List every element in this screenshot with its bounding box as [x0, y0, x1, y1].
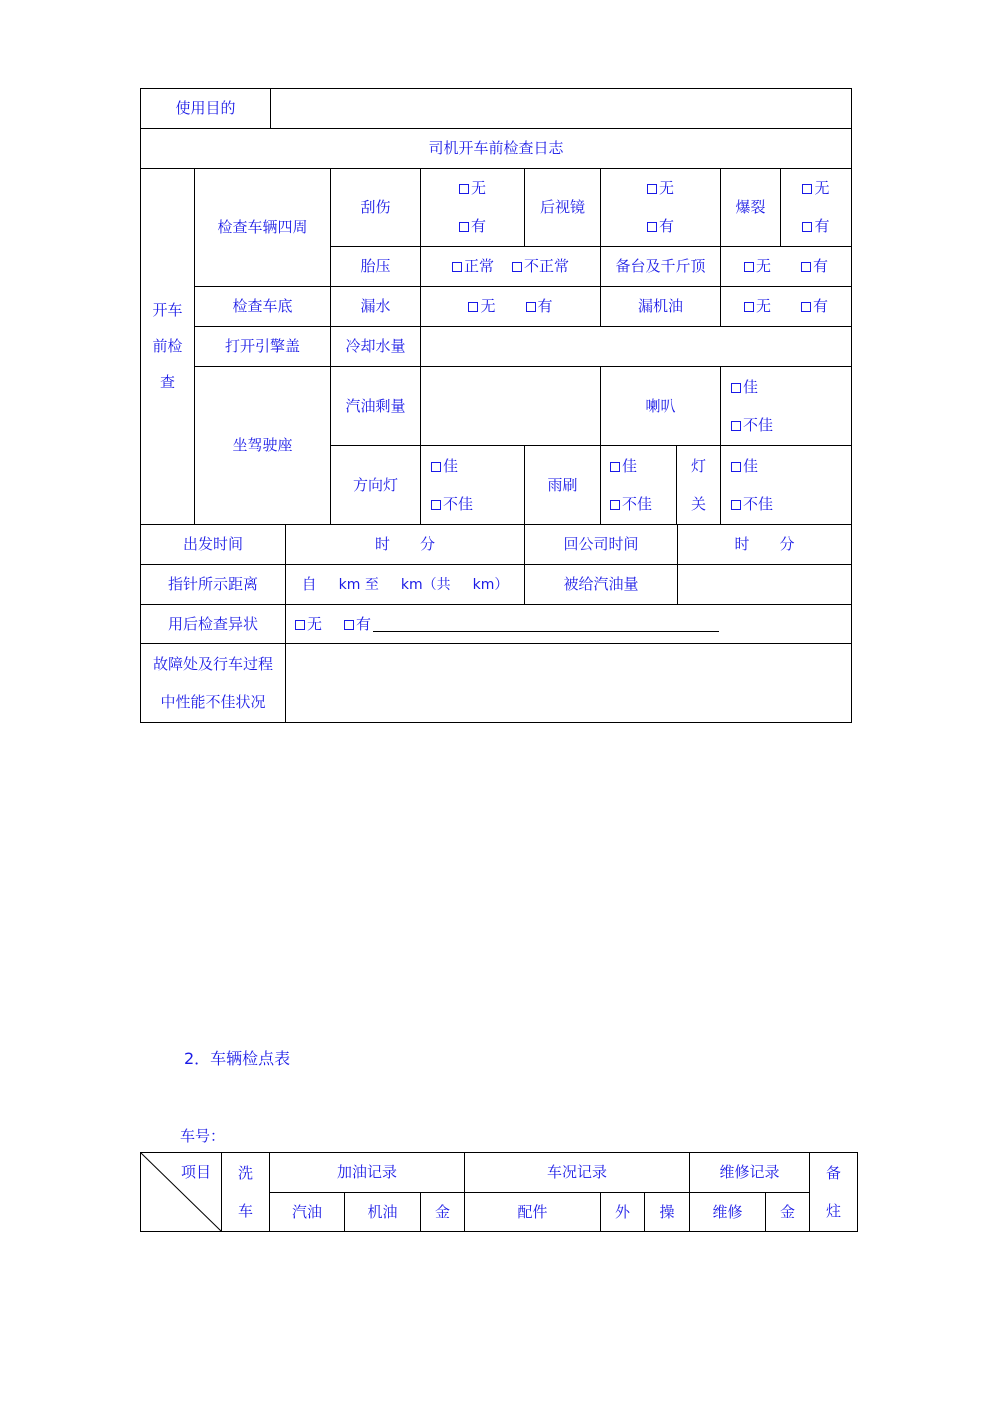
- spare-have-checkbox[interactable]: 有: [801, 259, 828, 274]
- grid-line: [851, 88, 852, 723]
- spare-jack-label: 备台及千斤顶: [615, 257, 706, 275]
- checkbox-icon: [731, 500, 741, 510]
- repair-amount-header: 金: [779, 1202, 795, 1221]
- label-line: 查: [159, 373, 175, 391]
- fuel-remaining-label: 汽油剩量: [345, 396, 406, 415]
- after-use-detail-line[interactable]: [373, 617, 719, 632]
- tire-pressure-options: [421, 247, 600, 286]
- fuel-given-label: 被给汽油量: [563, 575, 639, 593]
- open-hood-label: 打开引擎盖: [224, 337, 300, 355]
- gasoline-header: 汽油: [291, 1202, 322, 1221]
- checkbox-icon: [610, 462, 620, 472]
- grid-line: [857, 1152, 858, 1232]
- exterior-header: 外: [614, 1202, 630, 1221]
- return-time-field[interactable]: [678, 525, 851, 564]
- scratch-options: [421, 169, 524, 246]
- checkbox-icon: [468, 302, 478, 312]
- depart-time-label: 出发时间: [182, 535, 243, 553]
- water-leak-label: 漏水: [360, 297, 391, 315]
- water-leak-none-checkbox[interactable]: 无: [468, 299, 495, 314]
- purpose-label: 使用目的: [175, 99, 236, 117]
- burst-label: 爆裂: [735, 198, 766, 216]
- grid-line: [720, 445, 721, 524]
- checkbox-icon: [526, 302, 536, 312]
- water-leak-options: [421, 287, 600, 326]
- pre-drive-check-label: [141, 169, 194, 524]
- odo-from: 自: [301, 575, 317, 593]
- horn-bad-checkbox[interactable]: 不佳: [731, 418, 773, 433]
- remark-header: [810, 1153, 857, 1231]
- fuel-given-field[interactable]: [678, 565, 851, 604]
- burst-have-checkbox[interactable]: 有: [802, 219, 829, 234]
- repair-header: 维修: [712, 1202, 743, 1221]
- check-bottom-label: 检查车底: [232, 297, 293, 315]
- scratch-label: 刮伤: [360, 198, 391, 216]
- section-heading: 2．车辆检点表: [184, 1049, 291, 1068]
- checkbox-icon: [295, 620, 305, 630]
- spare-none-checkbox[interactable]: 无: [744, 259, 771, 274]
- checkbox-icon: [459, 184, 469, 194]
- fuel-remaining-field[interactable]: [421, 367, 600, 445]
- tire-abnormal-checkbox[interactable]: 不正常: [512, 259, 569, 274]
- light-switch-label: [677, 446, 720, 524]
- odo-km-total: km（共: [400, 576, 451, 593]
- log-title: 司机开车前检查日志: [428, 139, 564, 157]
- item-header: 项目: [180, 1162, 211, 1181]
- water-leak-have-checkbox[interactable]: 有: [526, 299, 553, 314]
- turn-signal-options: [431, 446, 524, 524]
- mirror-have-checkbox[interactable]: 有: [647, 219, 674, 234]
- oil-leak-options: [721, 287, 851, 326]
- repair-record-header: 维修记录: [719, 1163, 780, 1181]
- tire-normal-checkbox[interactable]: 正常: [452, 259, 494, 274]
- coolant-field[interactable]: [421, 327, 851, 366]
- label-line: 中性能不佳状况: [160, 692, 266, 711]
- wiper-options: [610, 446, 676, 524]
- checkbox-icon: [802, 222, 812, 232]
- odo-km-end: km）: [472, 576, 509, 593]
- depart-time-field[interactable]: [286, 525, 524, 564]
- mirror-label: 后视镜: [539, 198, 585, 216]
- hour-unit: 时: [734, 535, 750, 553]
- grid-line: [600, 445, 601, 524]
- after-use-none-checkbox[interactable]: 无: [295, 617, 322, 632]
- scratch-none-checkbox[interactable]: 无: [459, 181, 486, 196]
- checkbox-icon: [610, 500, 620, 510]
- wiper-bad-checkbox[interactable]: 不佳: [610, 497, 652, 512]
- checkbox-icon: [731, 462, 741, 472]
- return-time-label: 回公司时间: [563, 535, 639, 553]
- label-line: 车: [237, 1201, 253, 1220]
- tire-pressure-label: 胎压: [360, 257, 391, 275]
- check-around-label: 检查车辆四周: [217, 218, 308, 236]
- label-line: 关: [690, 494, 706, 513]
- scratch-have-checkbox[interactable]: 有: [459, 219, 486, 234]
- checkbox-icon: [801, 262, 811, 272]
- light-bad-checkbox[interactable]: 不佳: [731, 497, 773, 512]
- checkbox-icon: [731, 383, 741, 393]
- oil-leak-have-checkbox[interactable]: 有: [801, 299, 828, 314]
- checkbox-icon: [744, 302, 754, 312]
- label-line: 前检: [152, 337, 183, 355]
- checkbox-icon: [802, 184, 812, 194]
- refuel-record-header: 加油记录: [336, 1163, 397, 1181]
- odometer-label: 指针所示距离: [167, 575, 258, 593]
- odometer-field[interactable]: [286, 565, 524, 604]
- checkbox-icon: [452, 262, 462, 272]
- label-line: 炷: [825, 1201, 841, 1220]
- after-use-have-checkbox[interactable]: 有: [344, 617, 371, 632]
- checkbox-icon: [431, 462, 441, 472]
- label-line: 开车: [152, 301, 183, 319]
- label-line: 灯: [690, 456, 706, 475]
- turn-signal-good-checkbox[interactable]: 佳: [431, 459, 458, 474]
- horn-options: [731, 367, 851, 445]
- burst-none-checkbox[interactable]: 无: [802, 181, 829, 196]
- label-line: 故障处及行车过程: [152, 654, 273, 673]
- refuel-amount-header: 金: [434, 1202, 450, 1221]
- minute-unit: 分: [779, 535, 795, 553]
- light-switch-options: [731, 446, 851, 524]
- grid-line: [140, 1231, 858, 1232]
- checkbox-icon: [801, 302, 811, 312]
- car-number-label: 车号：: [180, 1127, 226, 1145]
- engine-oil-header: 机油: [367, 1202, 398, 1221]
- parts-header: 配件: [517, 1202, 548, 1221]
- checkbox-icon: [647, 222, 657, 232]
- label-line: 洗: [237, 1163, 253, 1182]
- grid-line: [140, 722, 852, 723]
- light-good-checkbox[interactable]: 佳: [731, 459, 758, 474]
- grid-line: [720, 366, 721, 445]
- checkbox-icon: [744, 262, 754, 272]
- oil-leak-none-checkbox[interactable]: 无: [744, 299, 771, 314]
- driver-seat-label: 坐驾驶座: [232, 436, 293, 454]
- turn-signal-bad-checkbox[interactable]: 不佳: [431, 497, 473, 512]
- checkbox-icon: [647, 184, 657, 194]
- odo-km-to: km 至: [338, 576, 379, 593]
- horn-label: 喇叭: [645, 396, 676, 415]
- coolant-label: 冷却水量: [345, 337, 406, 355]
- after-use-check-options: [295, 605, 851, 643]
- mirror-options: [601, 169, 720, 246]
- turn-signal-label: 方向灯: [352, 475, 398, 494]
- fault-label: [141, 644, 285, 722]
- wiper-good-checkbox[interactable]: 佳: [610, 459, 637, 474]
- checkbox-icon: [731, 421, 741, 431]
- oil-leak-label: 漏机油: [637, 297, 683, 315]
- spare-jack-options: [721, 247, 851, 286]
- after-use-check-label: 用后检查异状: [167, 614, 258, 633]
- fault-field[interactable]: [286, 644, 851, 722]
- checkbox-icon: [512, 262, 522, 272]
- purpose-field[interactable]: [271, 89, 851, 128]
- hour-unit: 时: [374, 535, 390, 553]
- operation-header: 操: [659, 1202, 675, 1221]
- condition-record-header: 车况记录: [546, 1163, 607, 1181]
- mirror-none-checkbox[interactable]: 无: [647, 181, 674, 196]
- wash-header: [222, 1153, 269, 1231]
- checkbox-icon: [344, 620, 354, 630]
- checkbox-icon: [431, 500, 441, 510]
- burst-options: [781, 169, 851, 246]
- minute-unit: 分: [420, 535, 436, 553]
- horn-good-checkbox[interactable]: 佳: [731, 380, 758, 395]
- wiper-label: 雨刷: [547, 475, 578, 494]
- label-line: 备: [825, 1163, 841, 1182]
- checkbox-icon: [459, 222, 469, 232]
